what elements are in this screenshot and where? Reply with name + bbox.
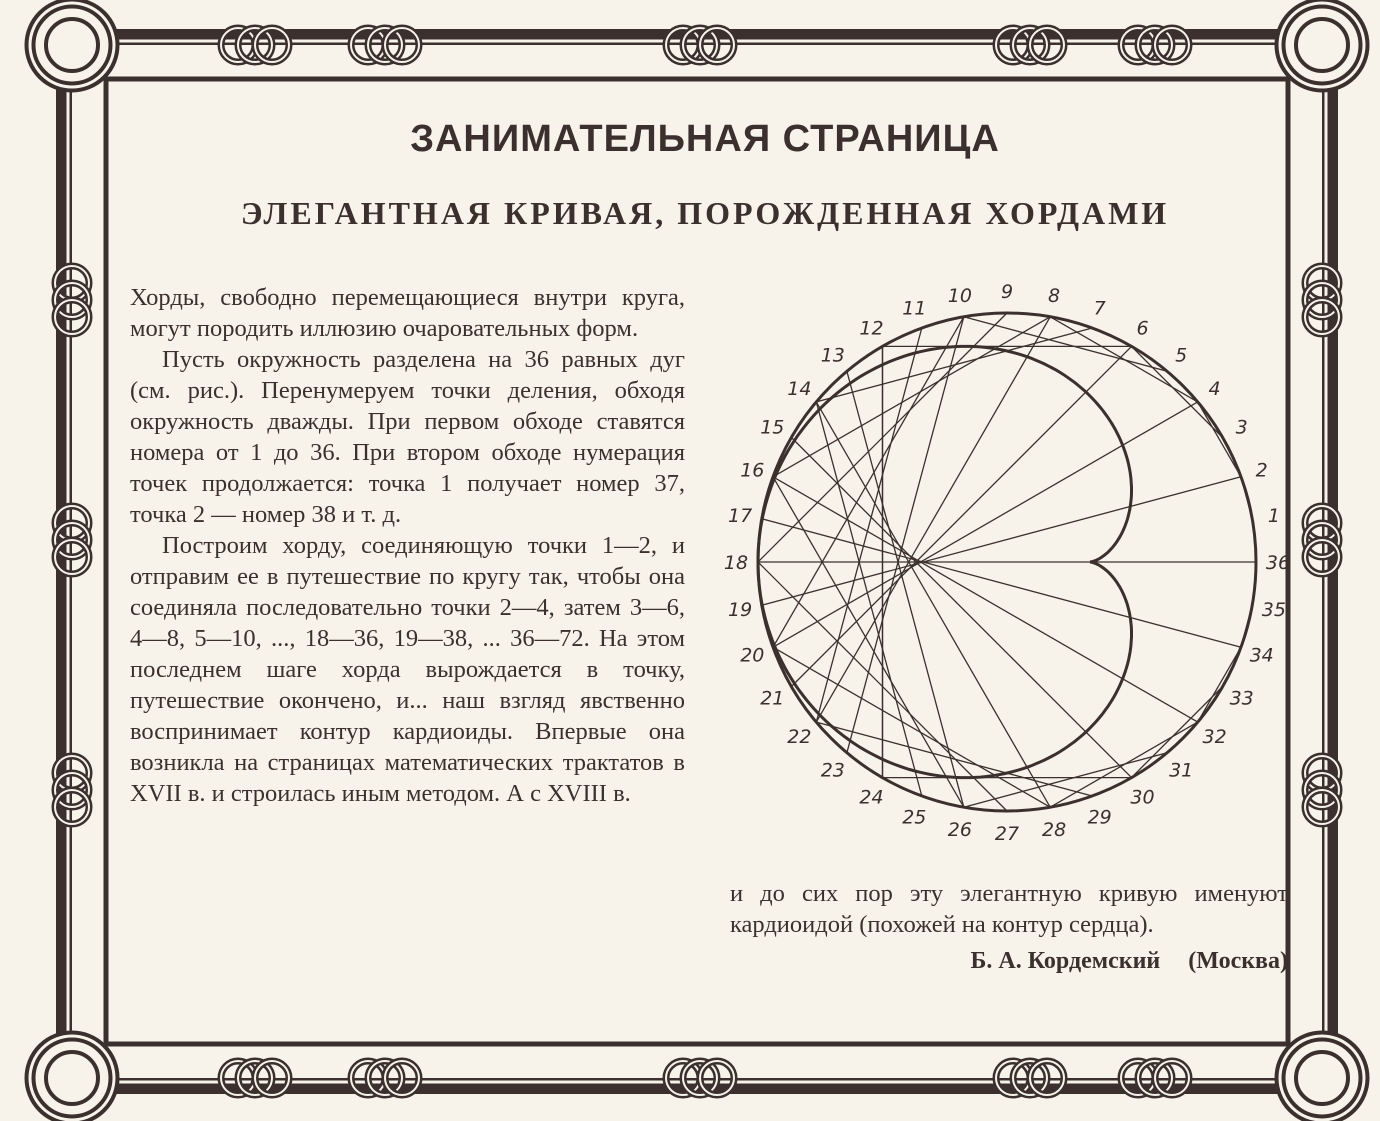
point-label: 25: [902, 806, 927, 829]
cardioid-chord-figure: [700, 270, 1300, 850]
article-text-right-column: [730, 878, 1288, 977]
article-text-left-column: [130, 282, 685, 809]
point-label: 12: [859, 317, 884, 340]
point-label: 11: [902, 297, 927, 320]
point-label: 8: [1048, 285, 1061, 308]
chord-group: [758, 313, 1256, 811]
point-label: 10: [947, 285, 972, 308]
point-label: 28: [1042, 818, 1067, 841]
point-label: 35: [1261, 599, 1286, 622]
point-label: 33: [1229, 687, 1254, 710]
point-label: 17: [728, 504, 753, 527]
chord-line: [773, 477, 1198, 722]
chord-line: [847, 371, 964, 807]
chord-line: [773, 317, 1050, 477]
point-label: 5: [1175, 344, 1188, 367]
point-label: 30: [1130, 786, 1155, 809]
chord-line: [1241, 605, 1252, 647]
chord-line: [816, 722, 1092, 796]
article-paragraph: Пусть окружность разделена на 36 равных дуг (см. рис.). Перенумеруем точки деления, обходя окружность дважды. При первом обходе ставятся номера от 1 до 36. При втором обходе нумерация точек продолжается: точка 1 получает номер 37, точка 2 — номер 38 и т. д.: [130, 346, 685, 528]
point-label: 24: [859, 786, 884, 809]
point-label: 2: [1255, 459, 1268, 482]
point-label: 21: [760, 687, 785, 710]
article-paragraph: Построим хорду, соединяющую точки 1—2, и отправим ее в путешествие по кругу так, чтобы она соединяла последовательно точки 2—4, затем 3—6, 4—8, 5—10, ..., 18—36, 19—38, ... 36—72. На этом последнем шаге хорда вырождается в точку, путешествие окончено, и... наш взгляд явственно воспринимает контур кардиоиды. Впервые она возникла на страницах математических трактатов в XVII в. и строилась иным методом. А с XVIII в.: [130, 532, 685, 807]
point-label: 3: [1235, 416, 1248, 439]
point-label: 14: [787, 377, 812, 400]
article-title: ЭЛЕГАНТНАЯ КРИВАЯ, ПОРОЖДЕННАЯ ХОРДАМИ: [240, 195, 1170, 231]
point-label: 4: [1208, 377, 1221, 400]
point-label: 26: [947, 818, 972, 841]
point-label: 13: [820, 344, 845, 367]
point-label: 29: [1087, 806, 1112, 829]
point-label: 34: [1249, 644, 1274, 667]
point-label: 15: [760, 416, 785, 439]
point-label: 32: [1202, 726, 1227, 749]
chord-line: [1198, 402, 1241, 477]
point-label: 18: [723, 552, 749, 574]
chord-line: [773, 402, 1198, 647]
chord-line: [1198, 647, 1241, 722]
chord-line: [773, 647, 1050, 807]
point-label: 31: [1169, 759, 1194, 782]
point-label: 27: [994, 823, 1020, 845]
point-label: 23: [820, 759, 845, 782]
author-city: (Москва): [1188, 948, 1288, 974]
point-label: 7: [1093, 297, 1106, 320]
page-title: ЗАНИМАТЕЛЬНАЯ СТРАНИЦА: [410, 118, 1000, 160]
point-label: 9: [1000, 281, 1014, 303]
author-signature: [730, 946, 1288, 977]
chord-line: [1241, 477, 1252, 519]
author-name: Б. А. Кордемский: [970, 948, 1161, 974]
point-label: 20: [740, 644, 765, 667]
article-paragraph: и до сих пор эту элегантную кривую именуют кардиоидой (похожей на контур сердца).: [730, 880, 1288, 938]
point-label: 22: [787, 726, 812, 749]
article-paragraph: Хорды, свободно перемещающиеся внутри круга, могут породить иллюзию очаровательных форм.: [130, 284, 685, 342]
point-label-group: [724, 281, 1290, 845]
chord-line: [847, 317, 964, 753]
point-label: 6: [1136, 317, 1149, 340]
point-label: 1: [1267, 504, 1280, 527]
point-label: 19: [728, 599, 753, 622]
point-label: 36: [1265, 552, 1291, 574]
point-label: 16: [740, 459, 765, 482]
